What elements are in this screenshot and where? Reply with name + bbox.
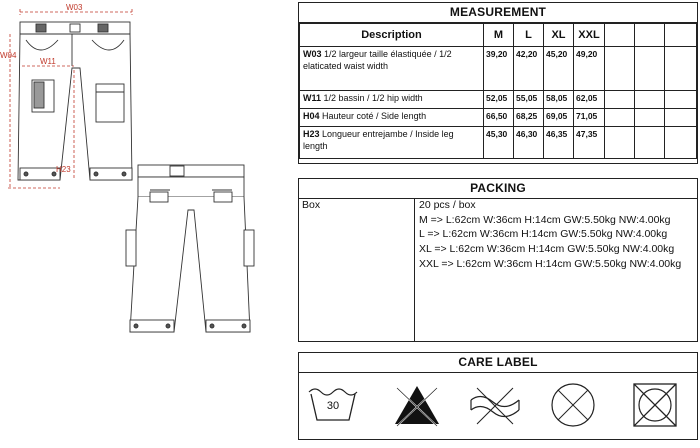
size-header: L xyxy=(514,24,544,47)
measurement-value xyxy=(605,91,635,109)
measurement-value xyxy=(605,109,635,127)
no-tumble-dry-icon xyxy=(627,380,683,430)
wash-temp: 30 xyxy=(326,400,340,412)
measurement-value: 39,20 xyxy=(484,47,514,91)
measurement-panel xyxy=(298,2,698,164)
measurement-description xyxy=(300,47,484,91)
measurement-code: W11 xyxy=(303,93,322,103)
size-header: XL xyxy=(544,24,574,47)
measurement-value: 62,05 xyxy=(574,91,605,109)
packing-panel xyxy=(298,178,698,342)
measurement-value: 68,25 xyxy=(514,109,544,127)
no-dry-clean-icon xyxy=(545,380,601,430)
size-header: M xyxy=(484,24,514,47)
measurement-code: H04 xyxy=(303,111,320,121)
wash-30-icon xyxy=(305,380,361,430)
measurement-header-row xyxy=(300,24,697,47)
measurement-value: 71,05 xyxy=(574,109,605,127)
w04-label: W04 xyxy=(0,51,17,60)
measurement-text: Hauteur coté / Side length xyxy=(319,111,427,121)
front-view-sketch xyxy=(18,22,132,180)
measurement-row xyxy=(300,91,697,109)
measurement-row xyxy=(300,47,697,91)
measurement-text: 1/2 largeur taille élastiquée / 1/2 elaticated waist width xyxy=(303,49,452,71)
measurement-value: 45,30 xyxy=(484,127,514,159)
measurement-value: 46,35 xyxy=(544,127,574,159)
no-wring-icon xyxy=(467,380,523,430)
measurement-description xyxy=(300,127,484,159)
measurement-value: 69,05 xyxy=(544,109,574,127)
care-label-title: CARE LABEL xyxy=(299,353,697,373)
measurement-value: 45,20 xyxy=(544,47,574,91)
back-view-sketch xyxy=(126,165,254,332)
measurement-value xyxy=(665,47,697,91)
size-header xyxy=(635,24,665,47)
measurement-code: W03 xyxy=(303,49,322,59)
measurement-value: 47,35 xyxy=(574,127,605,159)
description-header: Description xyxy=(300,24,484,47)
w11-label: W11 xyxy=(40,57,56,66)
measurement-value xyxy=(605,47,635,91)
measurement-code: H23 xyxy=(303,129,320,139)
measurement-value: 66,50 xyxy=(484,109,514,127)
packing-type: Box xyxy=(299,198,415,341)
measurement-value xyxy=(635,127,665,159)
packing-title: PACKING xyxy=(299,179,697,199)
measurement-value xyxy=(635,91,665,109)
h23-label: H23 xyxy=(56,165,71,174)
measurement-value: 58,05 xyxy=(544,91,574,109)
packing-details: 20 pcs / box M => L:62cm W:36cm H:14cm GW:5.50kg NW:4.00kg L => L:62cm W:36cm H:14cm GW:5.50kg NW:4.00kg XL => L:62cm W:36cm H:14cm GW:5.50kg NW:4.00kg XXL => L:62cm W:36cm H:14cm GW:5.50kg NW:4.00kg xyxy=(419,199,682,270)
measurement-description xyxy=(300,109,484,127)
size-header: XXL xyxy=(574,24,605,47)
measurement-text: Longueur entrejambe / Inside leg length xyxy=(303,129,454,151)
measurement-table xyxy=(299,23,697,159)
measurement-value xyxy=(605,127,635,159)
measurement-text: 1/2 bassin / 1/2 hip width xyxy=(321,93,423,103)
measurement-value: 55,05 xyxy=(514,91,544,109)
measurement-value xyxy=(665,127,697,159)
measurement-value: 46,30 xyxy=(514,127,544,159)
measurement-value xyxy=(635,109,665,127)
technical-sketches xyxy=(0,0,296,443)
care-icons-row xyxy=(299,372,697,439)
measurement-value: 52,05 xyxy=(484,91,514,109)
measurement-row xyxy=(300,127,697,159)
measurement-value xyxy=(665,109,697,127)
no-bleach-icon xyxy=(389,380,445,430)
size-header xyxy=(665,24,697,47)
measurement-title: MEASUREMENT xyxy=(299,3,697,23)
measurement-value xyxy=(635,47,665,91)
care-label-panel xyxy=(298,352,698,440)
measurement-value: 42,20 xyxy=(514,47,544,91)
measurement-description xyxy=(300,91,484,109)
measurement-value xyxy=(665,91,697,109)
measurement-value: 49,20 xyxy=(574,47,605,91)
w03-label: W03 xyxy=(66,3,83,12)
pants-sketch-svg xyxy=(0,0,296,443)
size-header xyxy=(605,24,635,47)
measurement-row xyxy=(300,109,697,127)
